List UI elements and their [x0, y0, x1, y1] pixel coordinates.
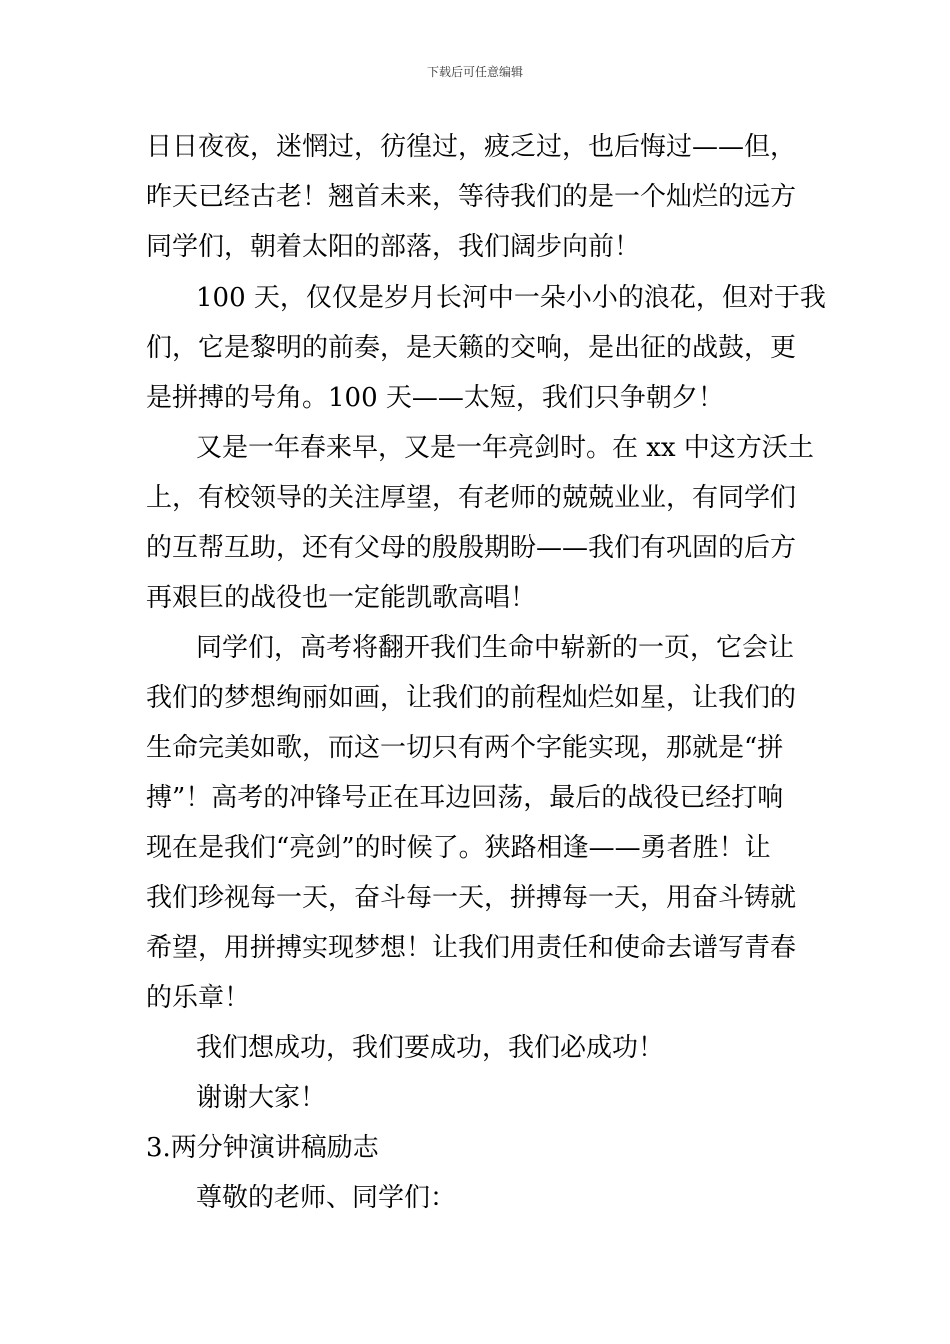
text-line: 谢谢大家！: [196, 1083, 327, 1113]
page-header: 下载后可任意编辑: [426, 65, 523, 79]
text-line: 的互帮互助，还有父母的殷殷期盼——我们有巩固的后方: [146, 533, 797, 563]
text-line: 生命完美如歌，而这一切只有两个字能实现，那就是“拼: [146, 733, 784, 763]
text-line: 现在是我们“亮剑”的时候了。狭路相逢——勇者胜！让: [146, 833, 771, 863]
section-heading: 3.两分钟演讲稿励志: [146, 1133, 379, 1163]
text-line: 我们珍视每一天，奋斗每一天，拼搏每一天，用奋斗铸就: [146, 883, 797, 913]
text-line: 我们想成功，我们要成功，我们必成功！: [196, 1033, 665, 1063]
text-line: 是拼搏的号角。100 天——太短，我们只争朝夕！: [146, 383, 724, 413]
text-line: 同学们，朝着太阳的部落，我们阔步向前！: [146, 232, 641, 262]
text-line: 尊敬的老师、同学们：: [196, 1183, 457, 1213]
text-line: 又是一年春来早，又是一年亮剑时。在 xx 中这方沃土: [196, 433, 814, 463]
text-line: 上，有校领导的关注厚望，有老师的兢兢业业，有同学们: [146, 483, 797, 513]
text-line: 昨天已经古老！翘首未来，等待我们的是一个灿烂的远方: [146, 182, 797, 212]
text-line: 希望，用拼搏实现梦想！让我们用责任和使命去谱写青春: [146, 933, 797, 963]
text-line: 100 天，仅仅是岁月长河中一朵小小的浪花，但对于我: [196, 283, 826, 313]
text-line: 搏”！高考的冲锋号正在耳边回荡，最后的战役已经打响: [146, 783, 784, 813]
text-line: 我们的梦想绚丽如画，让我们的前程灿烂如星，让我们的: [146, 683, 797, 713]
text-line: 日日夜夜，迷惘过，彷徨过，疲乏过，也后悔过——但，: [146, 132, 797, 162]
text-line: 同学们，高考将翻开我们生命中崭新的一页，它会让: [196, 633, 795, 663]
text-line: 们，它是黎明的前奏，是天籁的交响，是出征的战鼓，更: [146, 333, 797, 363]
text-line: 再艰巨的战役也一定能凯歌高唱！: [146, 583, 537, 613]
text-line: 的乐章！: [146, 983, 251, 1013]
